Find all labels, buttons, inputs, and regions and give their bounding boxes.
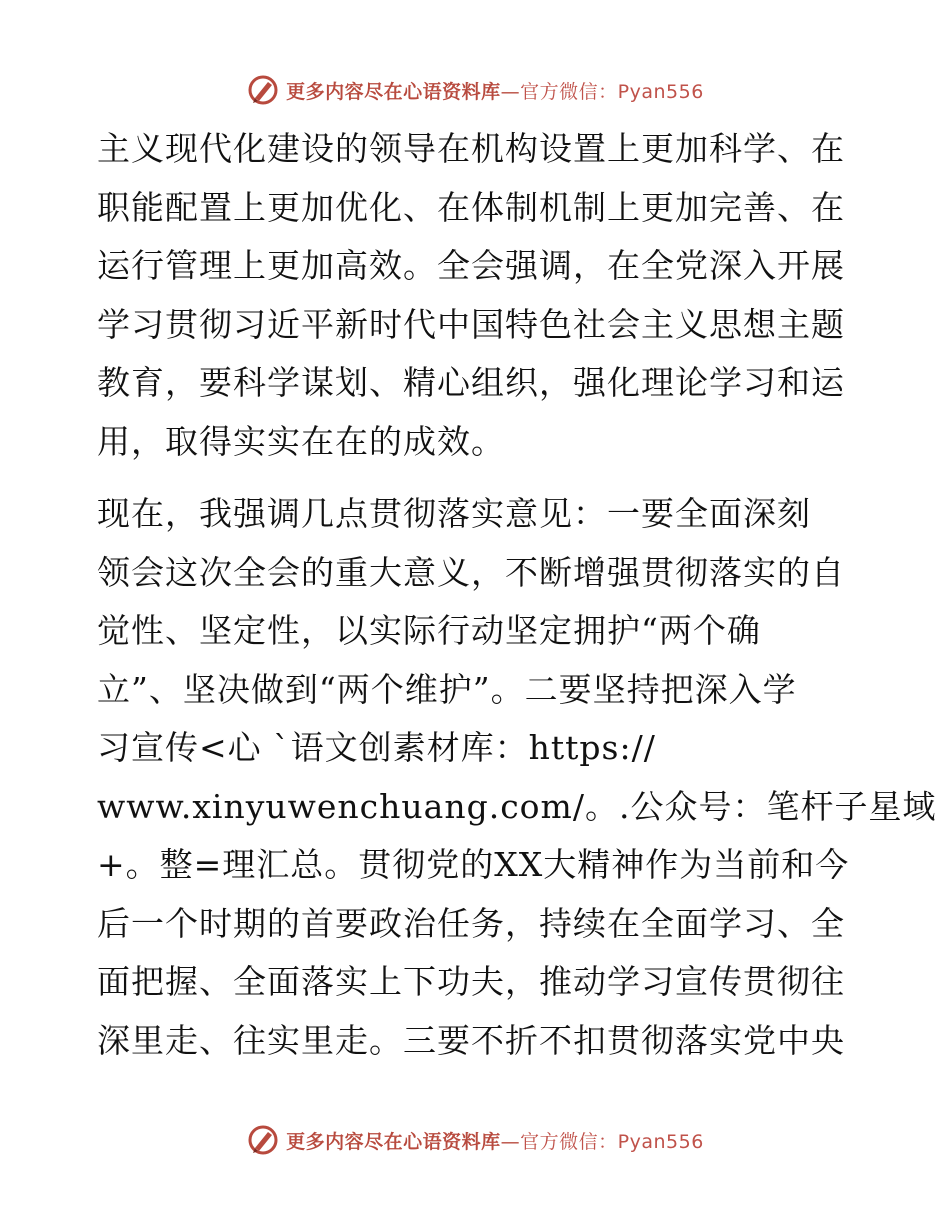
document-body: [97, 120, 937, 1070]
text-line: 后一个时期的首要政治任务，持续在全面学习、全: [97, 903, 845, 943]
paragraph-1: [97, 120, 857, 471]
footer-banner-tail: 官方微信：Pyan556: [520, 1130, 704, 1153]
pen-logo-icon: [246, 1123, 280, 1157]
text-line: 职能配置上更加优化、在体制机制上更加完善、在: [97, 187, 845, 227]
header-banner: [0, 70, 950, 110]
text-line: +。整=理汇总。贯彻党的XX大精神作为当前和今: [97, 845, 850, 884]
footer-banner-main: 更多内容尽在心语资料库: [286, 1130, 501, 1153]
text-line: 运行管理上更加高效。全会强调，在全党深入开展: [97, 246, 845, 285]
text-line: 现在，我强调几点贯彻落实意见：一要全面深刻: [97, 494, 811, 533]
text-line: 深里走、往实里走。三要不折不扣贯彻落实党中央: [97, 1020, 845, 1060]
header-banner-main: 更多内容尽在心语资料库: [286, 80, 501, 103]
text-line: 立”、坚决做到“两个维护”。二要坚持把深入学: [97, 669, 797, 709]
footer-banner-text: [286, 1127, 704, 1154]
text-line: 面把握、全面落实上下功夫，推动学习宣传贯彻往: [97, 962, 845, 1001]
footer-banner-sep: —: [500, 1130, 521, 1153]
text-line: 学习贯彻习近平新时代中国特色社会主义思想主题: [97, 304, 845, 344]
text-line: 教育，要科学谋划、精心组织，强化理论学习和运: [97, 363, 845, 402]
text-line: www.xinyuwenchuang.com/。.公众号：笔杆子星域: [97, 786, 937, 826]
header-banner-sep: —: [500, 80, 521, 103]
header-banner-tail: 官方微信：Pyan556: [520, 80, 704, 103]
text-line: 用，取得实实在在的成效。: [97, 421, 505, 461]
footer-banner: [0, 1120, 950, 1160]
header-banner-text: [286, 77, 704, 104]
text-line: 领会这次全会的重大意义，不断增强贯彻落实的自: [97, 552, 845, 592]
text-line: 觉性、坚定性，以实际行动坚定拥护“两个确: [97, 611, 761, 650]
text-line: 主义现代化建设的领导在机构设置上更加科学、在: [97, 129, 845, 168]
pen-logo-icon: [246, 73, 280, 107]
paragraph-2: [97, 485, 937, 1070]
text-line: 习宣传<心 `语文创素材库：https://: [97, 728, 656, 767]
